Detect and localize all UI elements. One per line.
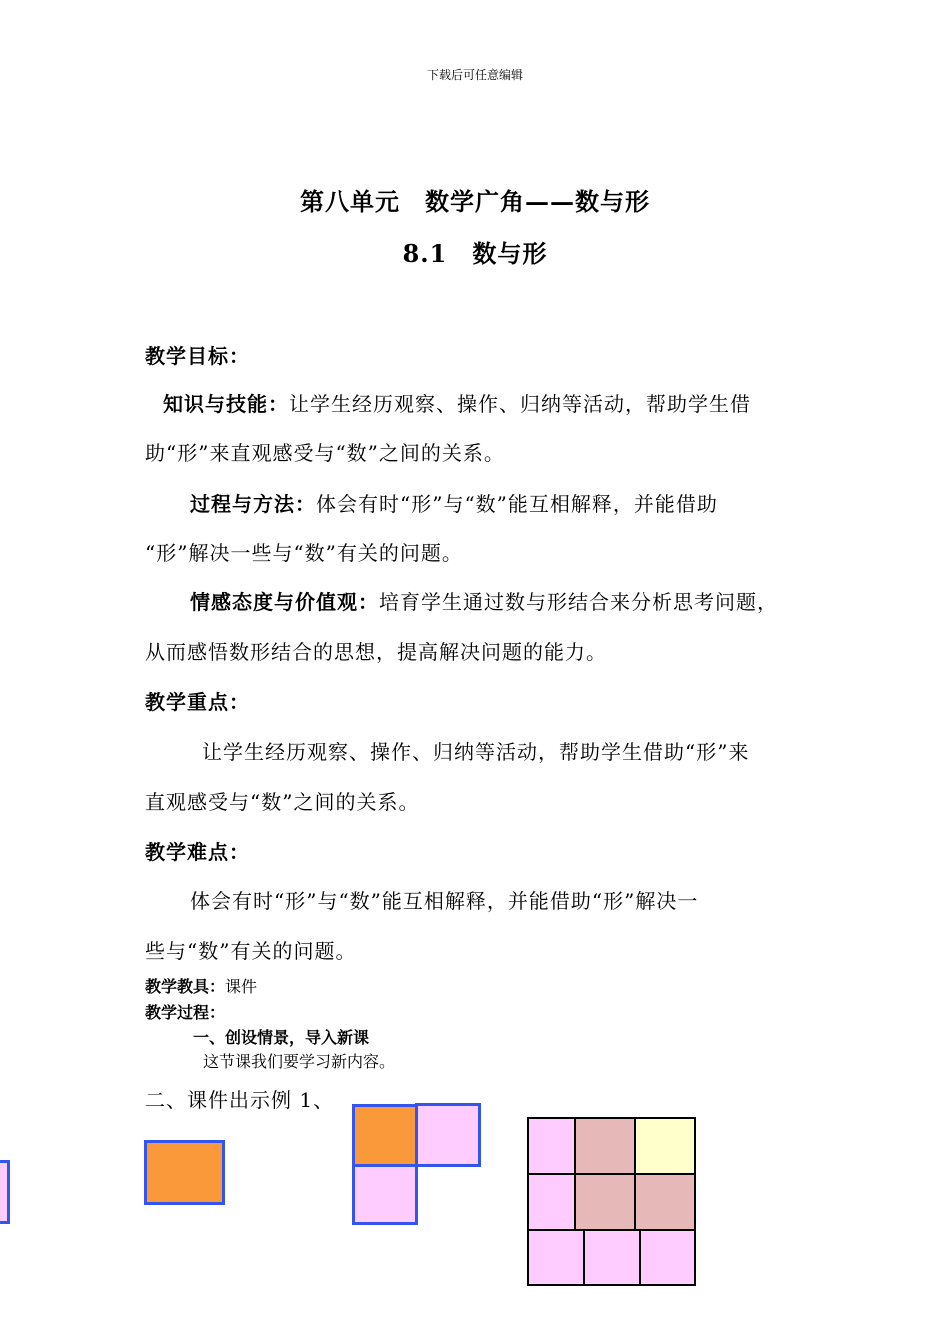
square-pink-bottom (352, 1164, 418, 1225)
key-points-text-2: 直观感受与“数”之间的关系。 (145, 790, 420, 814)
tools-line (145, 974, 257, 997)
difficulties-heading: 教学难点： (145, 840, 250, 864)
process-label: 过程与方法： (190, 492, 316, 516)
grid-cell (527, 1117, 576, 1175)
grid-cell (527, 1173, 576, 1231)
lesson-title: 8.1 数与形 (402, 239, 548, 268)
emotion-line-1 (190, 586, 778, 615)
square-pink-right (415, 1103, 481, 1167)
unit-title: 第八单元 数学广角——数与形 (300, 187, 650, 216)
header-note: 下载后可任意编辑 (426, 68, 523, 82)
grid-cell (583, 1229, 641, 1286)
knowledge-line-1 (163, 388, 751, 417)
grid-cell (574, 1173, 636, 1231)
step1-label: 一、创设情景，导入新课 (193, 1028, 370, 1047)
tools-label: 教学教具： (145, 977, 226, 996)
grid-cell (574, 1117, 636, 1175)
difficulties-text-1: 体会有时“形”与“数”能互相解释，并能借助“形”解决一 (190, 889, 699, 913)
knowledge-text-2: 助“形”来直观感受与“数”之间的关系。 (145, 441, 505, 465)
grid-cell (639, 1229, 696, 1286)
goals-heading: 教学目标： (145, 344, 250, 368)
emotion-text-2: 从而感悟数形结合的思想，提高解决问题的能力。 (145, 640, 607, 664)
process-text-2: “形”解决一些与“数”有关的问题。 (145, 541, 463, 565)
process-line-1 (190, 488, 718, 517)
key-points-heading: 教学重点： (145, 690, 250, 714)
knowledge-label: 知识与技能： (163, 392, 289, 416)
step2-text: 二、课件出示例 1、 (145, 1088, 335, 1112)
grid-cell (527, 1229, 585, 1286)
grid-cell (634, 1117, 696, 1175)
tools-value: 课件 (225, 977, 258, 996)
step1-text: 这节课我们要学习新内容。 (203, 1052, 396, 1071)
key-points-text-1: 让学生经历观察、操作、归纳等活动，帮助学生借助“形”来 (202, 740, 750, 764)
figure-one-square (144, 1140, 225, 1205)
process-heading: 教学过程： (145, 1003, 226, 1022)
difficulties-text-2: 些与“数”有关的问题。 (145, 939, 357, 963)
emotion-text-1: 培育学生通过数与形结合来分析思考问题， (379, 590, 778, 614)
figure-partial-square (0, 1160, 10, 1224)
knowledge-text-1: 让学生经历观察、操作、归纳等活动，帮助学生借 (289, 392, 751, 416)
square-orange (352, 1104, 418, 1168)
emotion-label: 情感态度与价值观： (190, 590, 379, 614)
grid-cell (634, 1173, 696, 1231)
process-text-1: 体会有时“形”与“数”能互相解释，并能借助 (316, 492, 718, 516)
